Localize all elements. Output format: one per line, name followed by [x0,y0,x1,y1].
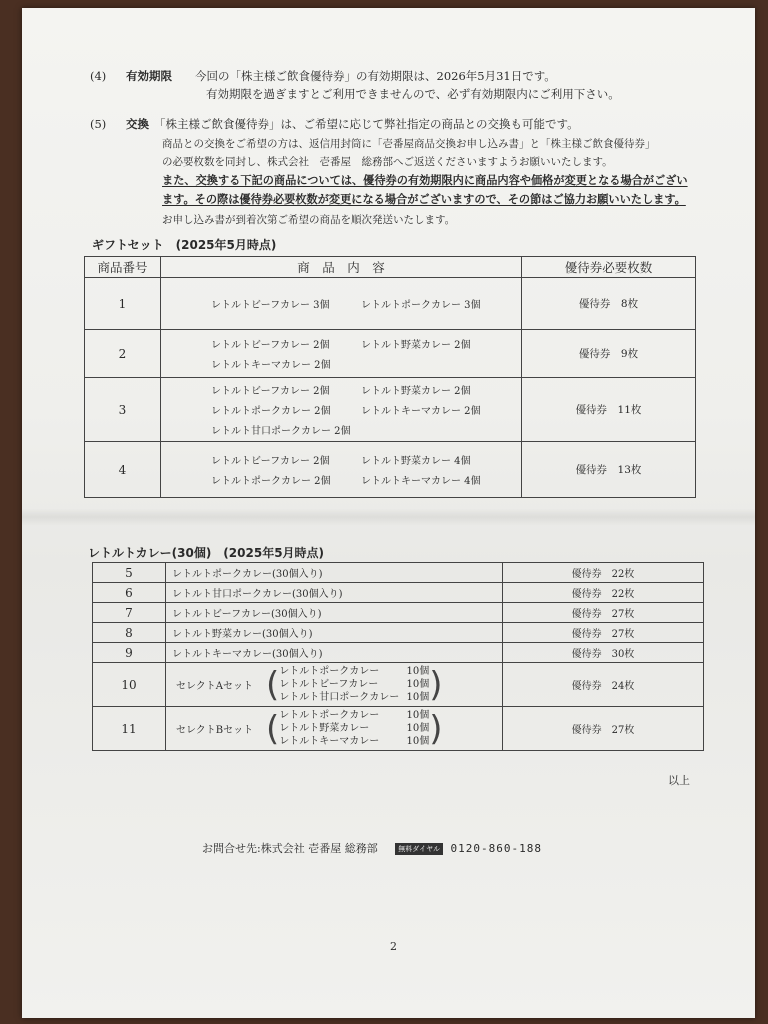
required-tickets: 優待券 27枚 [503,623,704,643]
exchange-line-4: お申し込み書が到着次第ご希望の商品を順次発送いたします。 [162,214,456,226]
required-tickets: 優待券 22枚 [503,563,704,583]
expiry-line-1: 今回の「株主様ご飲食優待券」の有効期限は、2026年5月31日です。 [195,69,556,83]
product-contents [161,330,522,378]
item: レトルト野菜カレー 4個 [361,456,471,467]
paper-fold [22,508,755,526]
free-dial-badge: 無料ダイヤル [395,843,443,855]
notice-bold-line-2: ます。その際は優待券必要枚数が変更になる場合がございますので、その節はご協力お願いいたします。 [162,193,686,206]
product-contents [161,378,522,442]
table-row [93,583,704,603]
required-tickets: 優待券 9枚 [522,330,696,378]
table-row [85,330,696,378]
header-product-contents: 商 品 内 容 [161,257,522,278]
exchange-line-3: の必要枚数を同封し、株式会社 壱番屋 総務部へご返送くださいますようお願いいたします。 [162,156,613,168]
product-number: 4 [85,442,161,498]
product-contents [161,278,522,330]
product-name: レトルトビーフカレー(30個入り) [166,603,503,623]
product-number: 7 [93,603,166,623]
item: レトルトビーフカレー 2個 [211,340,330,351]
gift-set-caption: ギフトセット (2025年5月時点) [92,238,277,252]
product-name: レトルトポークカレー(30個入り) [166,563,503,583]
right-paren-icon: ) [429,664,443,705]
set-label: セレクトAセット [176,681,254,692]
contact-phone: 0120-860-188 [450,842,542,855]
section-number: (5) [90,117,107,131]
table-row [85,442,696,498]
product-number: 10 [93,663,166,707]
exchange-line-2: 商品との交換をご希望の方は、返信用封筒に「壱番屋商品交換お申し込み書」と「株主様ご飲食優待券」 [162,138,656,150]
item: レトルトポークカレー 2個 [211,406,331,417]
set-item: レトルトポークカレー 10個 [279,710,430,721]
product-name: レトルト甘口ポークカレー(30個入り) [166,583,503,603]
expiry-line-2: 有効期限を過ぎますとご利用できませんので、必ず有効期限内にご利用下さい。 [206,87,620,101]
section-number: (4) [90,69,107,83]
item: レトルト野菜カレー 2個 [361,386,471,397]
set-item: レトルト野菜カレー 10個 [279,723,430,734]
set-label: セレクトBセット [176,725,254,736]
required-tickets: 優待券 22枚 [503,583,704,603]
item: レトルトキーマカレー 2個 [211,360,331,371]
right-paren-icon: ) [429,708,443,749]
header-product-number: 商品番号 [85,257,161,278]
product-set [166,707,503,751]
required-tickets: 優待券 30枚 [503,643,704,663]
set-item: レトルトキーマカレー 10個 [279,736,430,747]
table-row [85,278,696,330]
product-number: 2 [85,330,161,378]
item [361,356,511,371]
set-item: レトルトポークカレー 10個 [279,666,430,677]
document-page [22,8,755,1018]
contact-label: お問合せ先:株式会社 壱番屋 総務部 [202,842,378,855]
product-number: 8 [93,623,166,643]
product-number: 1 [85,278,161,330]
table-row [93,663,704,707]
product-number: 6 [93,583,166,603]
product-name: レトルトキーマカレー(30個入り) [166,643,503,663]
item: レトルトビーフカレー 2個 [211,386,330,397]
required-tickets: 優待券 24枚 [503,663,704,707]
item: レトルト甘口ポークカレー 2個 [211,426,351,437]
page-number: 2 [390,940,397,953]
item [361,422,511,437]
set-item: レトルト甘口ポークカレー 10個 [279,692,430,703]
contact-info [202,840,542,856]
retort-curry-table [92,562,704,751]
exchange-line-1: 「株主様ご飲食優待券」は、ご希望に応じて弊社指定の商品との交換も可能です。 [154,117,579,131]
left-paren-icon: ( [266,708,280,749]
table-row [93,563,704,583]
header-required-tickets: 優待券必要枚数 [522,257,696,278]
required-tickets: 優待券 8枚 [522,278,696,330]
item: レトルトキーマカレー 2個 [361,406,481,417]
closing-mark: 以上 [668,774,690,787]
table-row [93,603,704,623]
item: レトルトキーマカレー 4個 [361,476,481,487]
gift-set-table [84,256,696,498]
item: レトルトポークカレー 2個 [211,476,331,487]
item: レトルト野菜カレー 2個 [361,340,471,351]
retort-curry-caption: レトルトカレー(30個) (2025年5月時点) [88,546,325,560]
required-tickets: 優待券 11枚 [522,378,696,442]
item: レトルトポークカレー 3個 [361,300,481,311]
product-contents [161,442,522,498]
notice-bold-line-1: また、交換する下記の商品については、優待券の有効期限内に商品内容や価格が変更となる場合がござい [162,174,688,187]
required-tickets: 優待券 27枚 [503,707,704,751]
section-heading: 有効期限 [126,69,172,83]
item: レトルトビーフカレー 2個 [211,456,330,467]
product-number: 11 [93,707,166,751]
required-tickets: 優待券 13枚 [522,442,696,498]
section-heading: 交換 [126,117,149,131]
product-number: 3 [85,378,161,442]
set-item: レトルトビーフカレー 10個 [279,679,430,690]
item: レトルトビーフカレー 3個 [211,300,330,311]
product-number: 9 [93,643,166,663]
product-name: レトルト野菜カレー(30個入り) [166,623,503,643]
product-number: 5 [93,563,166,583]
left-paren-icon: ( [266,664,280,705]
table-row [93,623,704,643]
required-tickets: 優待券 27枚 [503,603,704,623]
table-row [93,643,704,663]
table-row [93,707,704,751]
table-row [85,378,696,442]
product-set [166,663,503,707]
